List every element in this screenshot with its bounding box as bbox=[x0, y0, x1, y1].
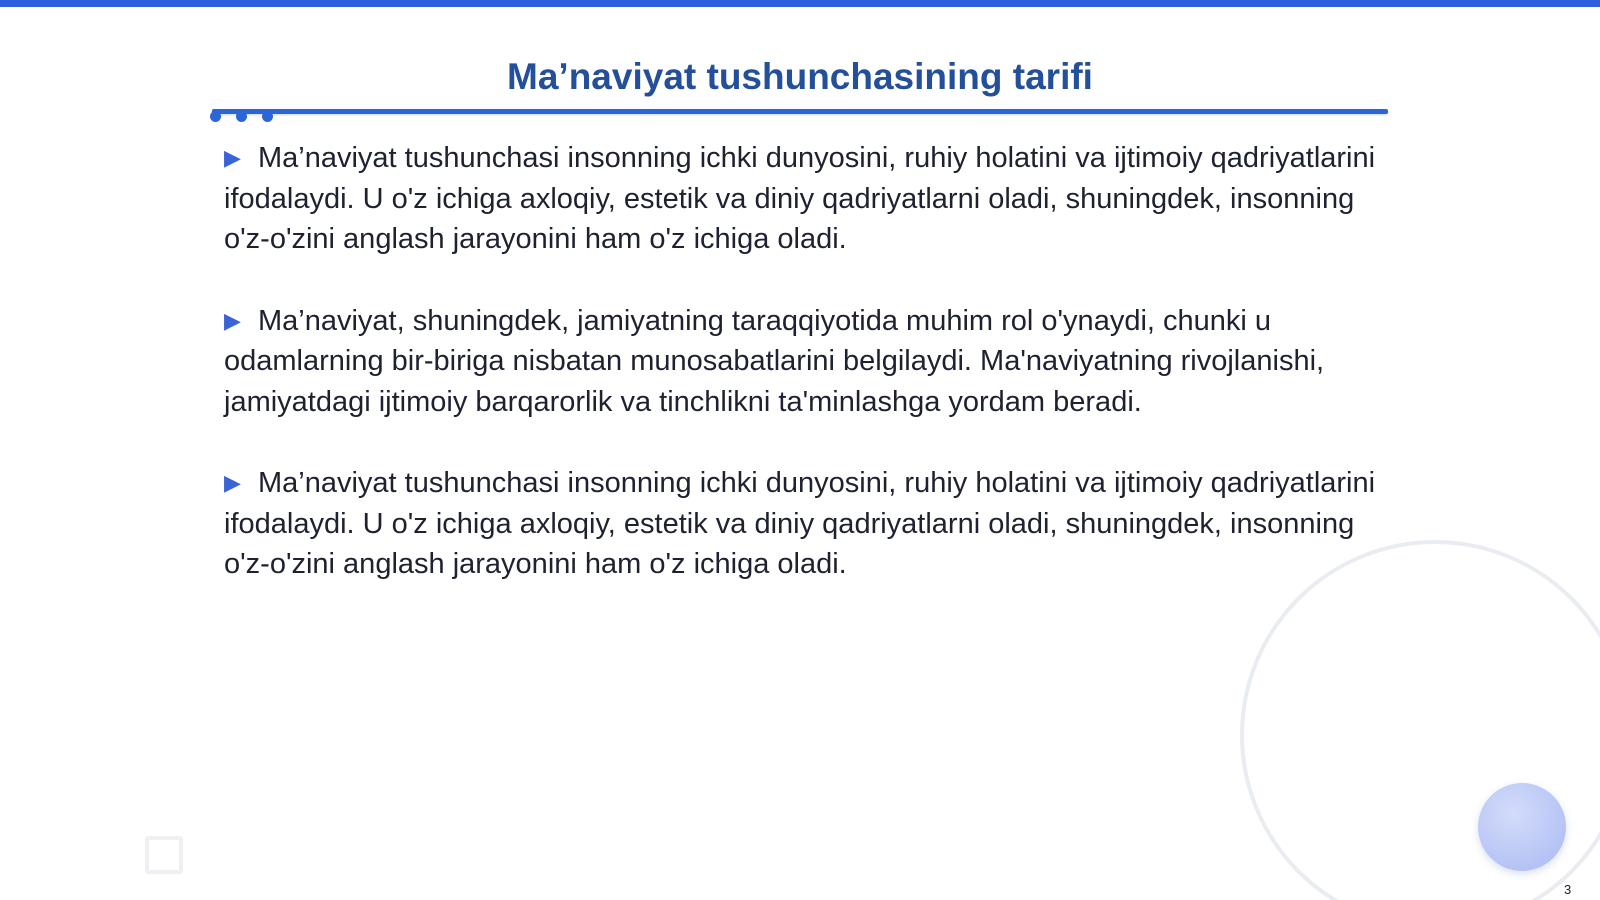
underline-dot bbox=[236, 111, 247, 122]
bullet-list bbox=[224, 138, 1394, 626]
bullet-item bbox=[224, 138, 1394, 260]
bullet-item bbox=[224, 463, 1394, 585]
decorative-square bbox=[145, 836, 183, 874]
triangle-bullet-icon: ▶ bbox=[224, 145, 241, 170]
bullet-text: Ma’naviyat, shuningdek, jamiyatning taraqqiyotida muhim rol o'ynaydi, chunki u odamlarning bir-biriga nisbatan munosabatlarini belgilaydi. Ma'naviyatning rivojlanishi, jamiyatdagi ijtimoiy barqarorlik va tinchlikni ta'minlashga yordam beradi. bbox=[224, 304, 1325, 418]
bullet-item bbox=[224, 301, 1394, 423]
title-underline bbox=[212, 109, 1388, 114]
bullet-text: Ma’naviyat tushunchasi insonning ichki dunyosini, ruhiy holatini va ijtimoiy qadriyatlarini ifodalaydi. U o'z ichiga axloqiy, estetik va diniy qadriyatlarni oladi, shuningdek, insonning o'z-o'zini anglash jarayonini ham o'z ichiga oladi. bbox=[224, 467, 1376, 580]
triangle-bullet-icon: ▶ bbox=[224, 470, 241, 495]
decorative-ball bbox=[1478, 783, 1566, 871]
top-accent-bar bbox=[0, 0, 1600, 7]
page-number: 3 bbox=[1564, 882, 1572, 897]
bullet-text: Ma’naviyat tushunchasi insonning ichki dunyosini, ruhiy holatini va ijtimoiy qadriyatlarini ifodalaydi. U o'z ichiga axloqiy, estetik va diniy qadriyatlarni oladi, shuningdek, insonning o'z-o'zini anglash jarayonini ham o'z ichiga oladi. bbox=[224, 142, 1376, 255]
underline-dot bbox=[262, 111, 273, 122]
triangle-bullet-icon: ▶ bbox=[224, 307, 241, 333]
slide-title: Ma’naviyat tushunchasining tarifi bbox=[507, 56, 1093, 97]
underline-dot bbox=[210, 111, 221, 122]
